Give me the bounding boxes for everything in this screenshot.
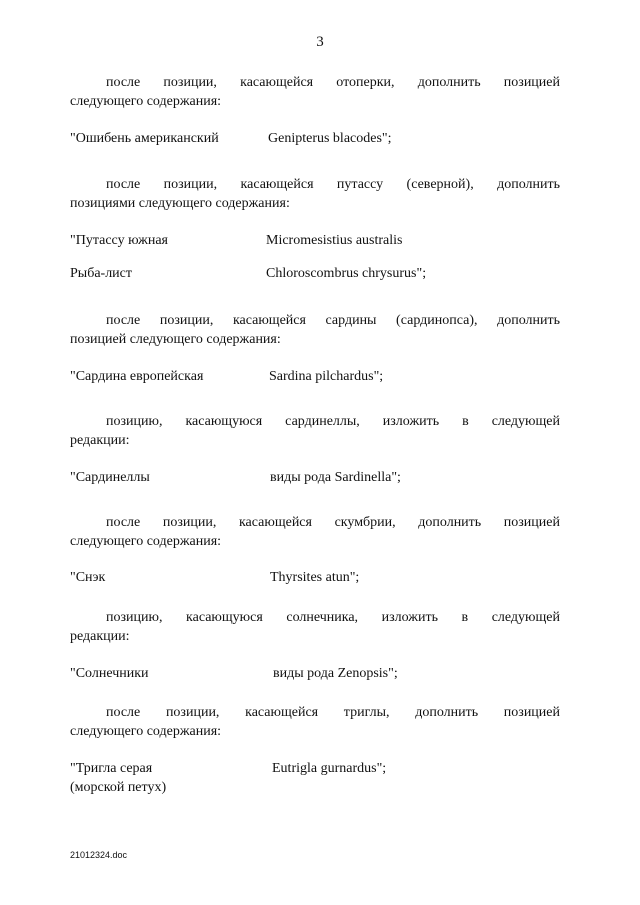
paragraph-after-putassu <box>70 175 560 213</box>
paragraph-line: редакции: <box>70 433 130 448</box>
paragraph-line: после позиции, касающейся путассу (северной), дополнить <box>106 177 560 192</box>
species-latin: Thyrsites atun"; <box>270 570 360 585</box>
page-number: 3 <box>316 34 324 50</box>
paragraph-line: после позиции, касающейся скумбрии, дополнить позицией <box>106 515 560 530</box>
paragraph-after-otoperka <box>70 73 560 111</box>
species-latin: Genipterus blacodes"; <box>268 131 392 146</box>
paragraph-line: после позиции, касающейся триглы, дополнить позицией <box>106 705 560 720</box>
species-name: "Снэк <box>70 570 106 585</box>
paragraph-line: после позиции, касающейся отоперки, дополнить позицией <box>106 75 560 90</box>
paragraph-solnechnik <box>70 608 560 646</box>
species-name: "Сардина европейская <box>70 369 204 384</box>
species-latin: виды рода Sardinella"; <box>270 470 401 485</box>
species-name: "Ошибень американский <box>70 131 219 146</box>
paragraph-after-sardina <box>70 311 560 349</box>
paragraph-sardinella <box>70 412 560 450</box>
species-name-note: (морской петух) <box>70 780 167 795</box>
species-latin: Eutrigla gurnardus"; <box>272 761 387 776</box>
species-name: "Путассу южная <box>70 233 168 248</box>
species-latin: Chloroscombrus chrysurus"; <box>266 266 427 281</box>
paragraph-after-skumbriya <box>70 513 560 551</box>
document-footer-filename: 21012324.doc <box>70 850 128 860</box>
paragraph-line: позицию, касающуюся сардинеллы, изложить в следующей <box>106 414 560 429</box>
paragraph-line: редакции: <box>70 629 130 644</box>
species-name: Рыба-лист <box>70 266 133 281</box>
species-name: "Сардинеллы <box>70 470 150 485</box>
paragraph-line: следующего содержания: <box>70 724 222 739</box>
species-latin: Sardina pilchardus"; <box>269 369 384 384</box>
paragraph-line: следующего содержания: <box>70 94 222 109</box>
paragraph-line: следующего содержания: <box>70 534 222 549</box>
paragraph-line: позицией следующего содержания: <box>70 332 281 347</box>
species-name: "Тригла серая <box>70 761 153 776</box>
paragraph-line: позициями следующего содержания: <box>70 196 290 211</box>
species-name: "Солнечники <box>70 666 149 681</box>
paragraph-after-trigla <box>70 703 560 741</box>
species-latin: виды рода Zenopsis"; <box>273 666 398 681</box>
paragraph-line: позицию, касающуюся солнечника, изложить в следующей <box>106 610 560 625</box>
paragraph-line: после позиции, касающейся сардины (сардинопса), дополнить <box>106 313 560 328</box>
species-latin: Micromesistius australis <box>266 233 403 248</box>
